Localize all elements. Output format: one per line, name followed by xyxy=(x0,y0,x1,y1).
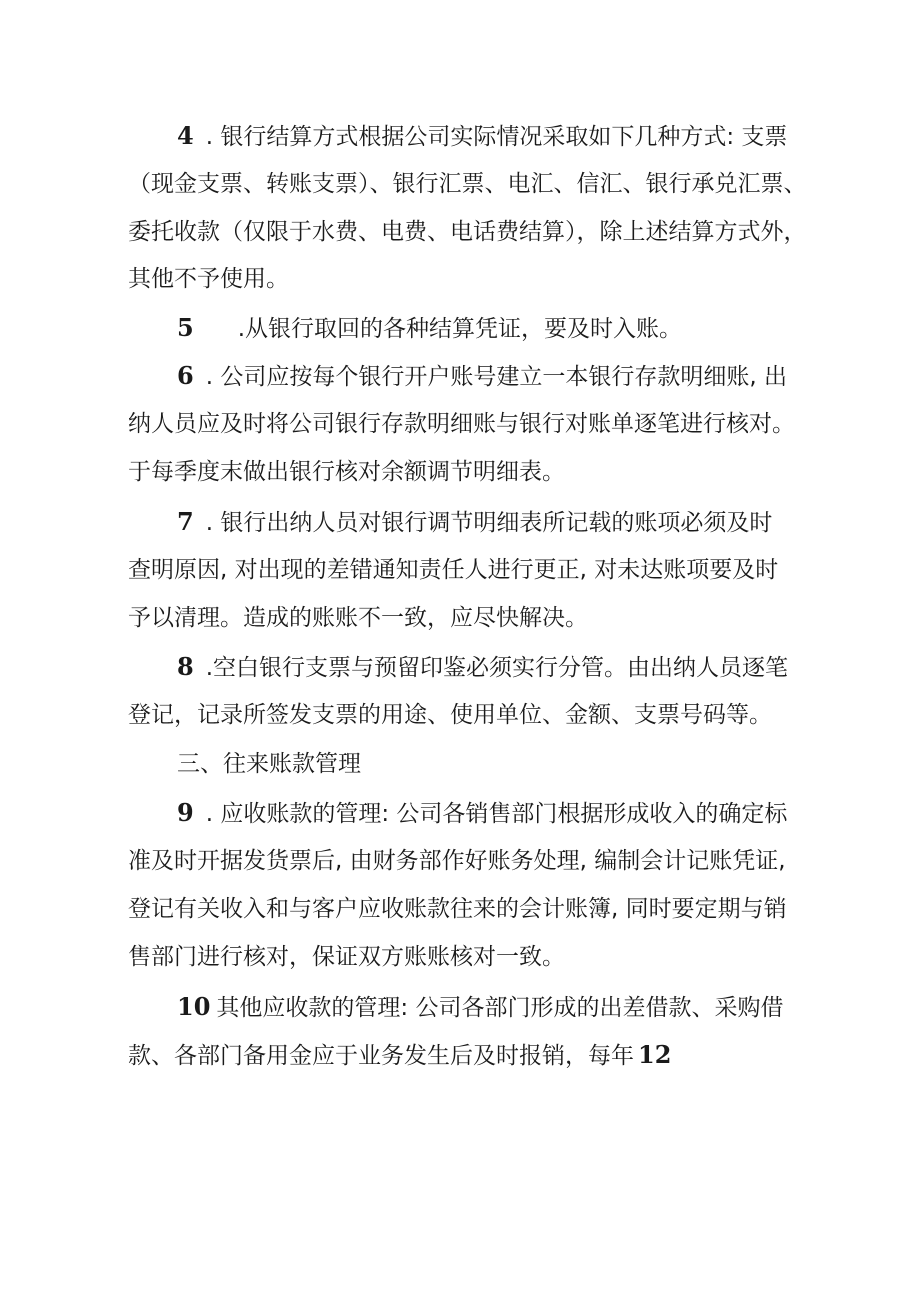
item-number: 4 xyxy=(177,121,194,150)
item-5-line-1 xyxy=(177,308,682,348)
item-text: 其他应收款的管理: 公司各部门形成的出差借款、采购借 xyxy=(216,995,784,1021)
item-number: 6 xyxy=(177,361,194,390)
item-text: . 银行出纳人员对银行调节明细表所记载的账项必须及时 xyxy=(205,510,773,536)
item-7-line-3: 予以清理。造成的账账不一致，应尽快解决。 xyxy=(128,605,588,631)
item-7-line-2: 查明原因, 对出现的差错通知责任人进行更正, 对未达账项要及时 xyxy=(128,557,779,583)
item-10-line-2 xyxy=(128,1035,671,1075)
item-8-line-2: 登记，记录所签发支票的用途、使用单位、金额、支票号码等。 xyxy=(128,702,772,728)
item-number: 8 xyxy=(177,652,194,681)
item-4-line-1 xyxy=(177,116,787,156)
item-number: 9 xyxy=(177,798,194,827)
tail-number: 12 xyxy=(638,1040,672,1069)
item-6-line-3: 于每季度末做出银行核对余额调节明细表。 xyxy=(128,459,565,485)
section-heading: 三、往来账款管理 xyxy=(177,751,361,777)
item-9-line-4: 售部门进行核对，保证双方账账核对一致。 xyxy=(128,944,565,970)
item-6-line-1 xyxy=(177,356,787,396)
item-text: .从银行取回的各种结算凭证，要及时入账。 xyxy=(237,316,683,342)
item-number: 5 xyxy=(177,313,194,342)
item-9-line-3: 登记有关收入和与客户应收账款往来的会计账簿, 同时要定期与销 xyxy=(128,896,787,922)
item-text: . 公司应按每个银行开户账号建立一本银行存款明细账, 出 xyxy=(205,364,787,390)
item-text: . 银行结算方式根据公司实际情况采取如下几种方式: 支票 xyxy=(205,124,788,150)
item-9-line-1 xyxy=(177,793,787,833)
item-10-line-1 xyxy=(177,987,783,1027)
item-4-line-3: 委托收款（仅限于水费、电费、电话费结算），除上述结算方式外， xyxy=(128,219,807,245)
item-number: 7 xyxy=(177,507,194,536)
item-text: 款、各部门备用金应于业务发生后及时报销，每年 xyxy=(128,1043,634,1069)
item-text: . 应收账款的管理: 公司各销售部门根据形成收入的确定标 xyxy=(205,801,788,827)
item-6-line-2: 纳人员应及时将公司银行存款明细账与银行对账单逐笔进行核对。 xyxy=(128,411,795,437)
item-8-line-1 xyxy=(177,647,788,687)
item-4-line-2: （现金支票、转账支票）、银行汇票、电汇、信汇、银行承兑汇票、 xyxy=(128,171,807,197)
item-9-line-2: 准及时开据发货票后, 由财务部作好账务处理, 编制会计记账凭证, xyxy=(128,848,786,874)
item-7-line-1 xyxy=(177,502,772,542)
item-text: .空白银行支票与预留印鉴必须实行分管。由出纳人员逐笔 xyxy=(205,655,789,681)
item-number: 10 xyxy=(177,992,211,1021)
item-4-line-4: 其他不予使用。 xyxy=(128,266,289,292)
